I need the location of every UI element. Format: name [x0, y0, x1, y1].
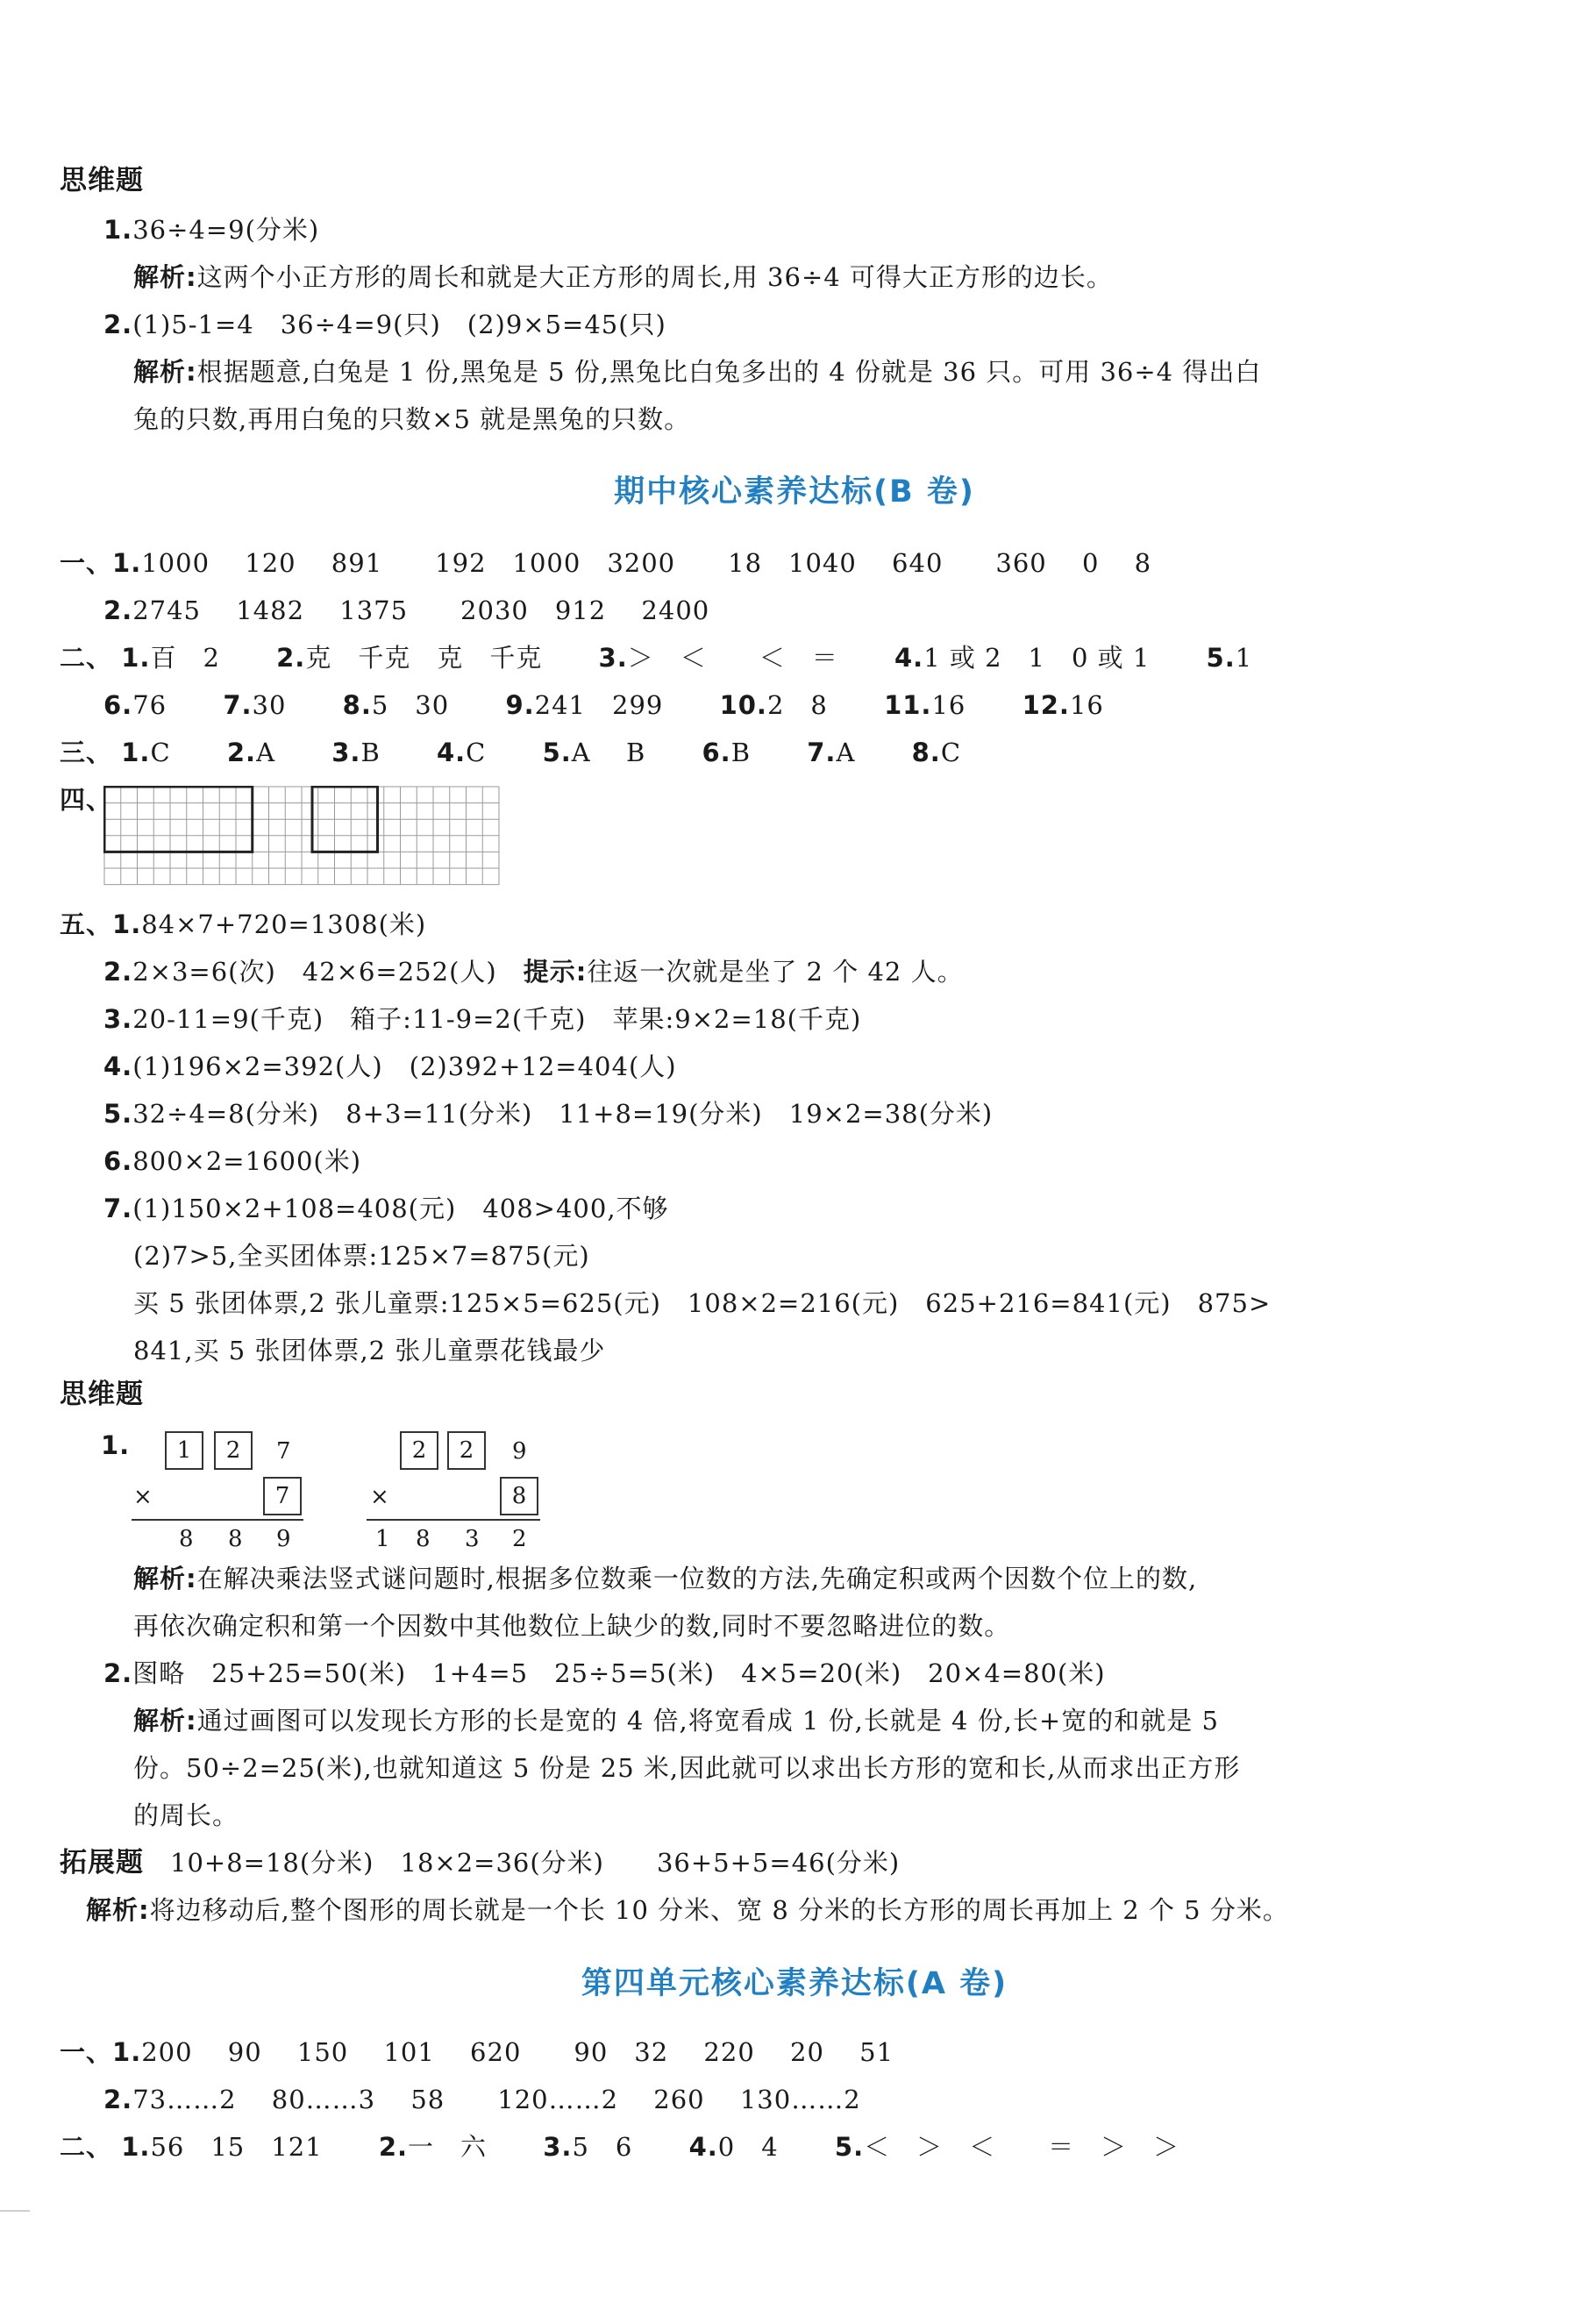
question-number: 4.: [103, 1052, 133, 1081]
answer-line: [103, 1049, 677, 1084]
digit: 7: [276, 1438, 291, 1465]
divider-line: [367, 1519, 540, 1521]
answer-text: C: [150, 738, 171, 767]
digit-box: 2: [400, 1431, 438, 1470]
section-title-midterm-b: 期中核心素养达标(B 卷): [614, 474, 975, 510]
question-number: 2.: [226, 738, 257, 767]
digit: 9: [512, 1438, 527, 1465]
question-number: 2.: [378, 2132, 409, 2162]
answer-line: [103, 1096, 993, 1131]
question-number: 8.: [342, 690, 372, 720]
explanation-line: 的周长。: [133, 1800, 239, 1830]
times-sign: ×: [370, 1484, 389, 1510]
answer-text: 241 299: [534, 690, 664, 720]
digit: 2: [512, 1526, 527, 1552]
digit: 8: [416, 1526, 431, 1552]
question-number: 6.: [702, 738, 731, 767]
answer-text: 2745 1482 1375 2030 912 2400: [132, 595, 710, 625]
explanation-line: [133, 1703, 1219, 1738]
answer-text: (1)196×2=392(人) (2)392+12=404(人): [132, 1052, 677, 1081]
part-mark-four: 四、: [60, 785, 113, 815]
answer-line: [60, 2035, 894, 2070]
question-number: 1.: [112, 2037, 142, 2067]
question-number: 3.: [331, 738, 361, 767]
answer-text: A B: [571, 738, 646, 767]
section-head-extension: 拓展题: [60, 1847, 144, 1878]
question-number: 2.: [103, 957, 133, 987]
answer-line: [103, 1656, 1106, 1691]
answer-text: C: [940, 738, 962, 767]
question-number: 5.: [834, 2132, 865, 2162]
question-number: 6.: [103, 1146, 133, 1176]
question-number: 4.: [688, 2132, 718, 2162]
answer-line: [60, 640, 1252, 675]
answer-text: 56 15 121: [150, 2132, 323, 2162]
answer-text: 0 4: [717, 2132, 779, 2162]
answer-line: [103, 2082, 861, 2117]
question-number: 3.: [598, 643, 628, 673]
part-mark: 一、: [60, 2037, 113, 2067]
question-number: 10.: [719, 690, 767, 720]
question-number: 2.: [103, 310, 133, 339]
explanation-text: 在解决乘法竖式谜问题时,根据多位数乘一位数的方法,先确定积或两个因数个位上的数,: [196, 1564, 1198, 1593]
explanation-label: 解析:: [133, 1564, 197, 1593]
answer-text: 36÷4=9(分米): [132, 215, 320, 245]
digit: 8: [228, 1526, 243, 1552]
part-mark: 三、: [60, 738, 113, 767]
explanation-line: [133, 354, 1261, 389]
grid-lines: [104, 787, 499, 885]
section-head-thinking: 思维题: [60, 1379, 144, 1410]
question-number: 4.: [894, 643, 924, 673]
explanation-text: 通过画图可以发现长方形的长是宽的 4 倍,将宽看成 1 份,长就是 4 份,长+宽的和就是 5: [196, 1706, 1219, 1736]
answer-text: 2 8: [766, 690, 828, 720]
explanation-text: 这两个小正方形的周长和就是大正方形的周长,用 36÷4 可得大正方形的边长。: [196, 262, 1113, 292]
question-number: 7.: [103, 1194, 133, 1223]
answer-text: 76: [132, 690, 167, 720]
hint-text: 往返一次就是坐了 2 个 42 人。: [587, 957, 964, 987]
answer-line: (2)7>5,全买团体票:125×7=875(元): [133, 1241, 590, 1271]
answer-line: [103, 1002, 861, 1037]
answer-line: [103, 593, 709, 628]
answer-text: 84×7+720=1308(米): [141, 909, 427, 939]
question-number: 1.: [121, 2132, 151, 2162]
answer-text: A: [836, 738, 856, 767]
explanation-line: [133, 1561, 1197, 1596]
question-number: 2.: [276, 643, 306, 673]
question-number: 11.: [884, 690, 932, 720]
answer-text: A: [256, 738, 276, 767]
question-number: 2.: [103, 1658, 133, 1688]
answer-text: 73……2 80……3 58 120……2 260 130……2: [132, 2085, 861, 2114]
digit: 1: [375, 1526, 390, 1552]
answer-line: [103, 212, 319, 247]
answer-text: 一 六: [408, 2132, 488, 2162]
explanation-line: 份。50÷2=25(米),也就知道这 5 份是 25 米,因此就可以求出长方形的宽和长,从而求出正方形: [133, 1753, 1241, 1783]
answer-line: [60, 907, 426, 942]
explanation-text: 根据题意,白兔是 1 份,黑兔是 5 份,黑兔比白兔多出的 4 份就是 36 只。可用 36÷4 得出白: [196, 357, 1262, 387]
answer-line: [103, 688, 1104, 723]
answer-text: 1 或 2 1 0 或 1: [923, 643, 1151, 673]
digit: 8: [179, 1526, 194, 1552]
explanation-label: 解析:: [133, 262, 197, 292]
answer-text: 2×3=6(次) 42×6=252(人): [132, 957, 497, 987]
question-number: 5.: [542, 738, 572, 767]
answer-text: 20-11=9(千克) 箱子:11-9=2(千克) 苹果:9×2=18(千克): [132, 1004, 862, 1034]
answer-text: (1)5-1=4 36÷4=9(只) (2)9×5=45(只): [132, 310, 666, 339]
digit: 3: [465, 1526, 480, 1552]
answer-text: 32÷4=8(分米) 8+3=11(分米) 11+8=19(分米) 19×2=38(分米): [132, 1099, 994, 1129]
question-number: 1.: [103, 215, 133, 245]
answer-text: B: [360, 738, 381, 767]
explanation-text: 将边移动后,整个图形的周长就是一个长 10 分米、宽 8 分米的长方形的周长再加上 2 个 5 分米。: [149, 1895, 1289, 1925]
answer-text: 16: [1069, 690, 1104, 720]
times-sign: ×: [133, 1484, 153, 1510]
answer-text: 200 90 150 101 620 90 32 220 20 51: [141, 2037, 894, 2067]
question-number: 2.: [103, 2085, 133, 2114]
answer-text: 图略 25+25=50(米) 1+4=5 25÷5=5(米) 4×5=20(米) 20×4=80(米): [132, 1658, 1106, 1688]
part-mark: 二、: [60, 2132, 113, 2162]
question-number: 1.: [101, 1430, 131, 1460]
part-mark: 一、: [60, 548, 113, 578]
explanation-label: 解析:: [133, 1706, 197, 1736]
answer-text: ＜ ＞ ＜ ＝ ＞ ＞: [864, 2132, 1180, 2162]
answer-text: C: [466, 738, 487, 767]
digit: 9: [276, 1526, 291, 1552]
answer-text: 百 2: [150, 643, 220, 673]
explanation-label: 解析:: [86, 1895, 150, 1925]
hint-label: 提示:: [523, 957, 588, 987]
question-number: 3.: [543, 2132, 573, 2162]
section-head-thinking: 思维题: [60, 165, 144, 196]
answer-line: [60, 2129, 1179, 2164]
answer-line: 买 5 张团体票,2 张儿童票:125×5=625(元) 108×2=216(元) 625+216=841(元) 875>: [133, 1288, 1272, 1318]
question-number: 1.: [112, 548, 142, 578]
answer-line: [60, 545, 1151, 581]
section-title-unit4-a: 第四单元核心素养达标(A 卷): [581, 1966, 1008, 2001]
question-number: 7.: [807, 738, 837, 767]
answer-text: 5 6: [572, 2132, 633, 2162]
digit-box: 8: [500, 1477, 538, 1515]
digit-box: 7: [263, 1477, 302, 1515]
question-number: 5.: [103, 1099, 133, 1129]
divider-line: [132, 1519, 303, 1521]
answer-text: 16: [931, 690, 966, 720]
question-number: 9.: [505, 690, 535, 720]
question-number: 1.: [121, 643, 151, 673]
answer-text: 800×2=1600(米): [132, 1146, 362, 1176]
answer-text: 5 30: [371, 690, 450, 720]
answer-line: [60, 1845, 900, 1880]
explanation-line: [133, 260, 1113, 295]
question-number: 7.: [223, 690, 253, 720]
answer-line: [103, 1191, 669, 1226]
digit-box: 2: [214, 1431, 253, 1470]
answer-text: ＞ ＜ ＜ ＝: [627, 643, 838, 673]
answer-text: 克 千克 克 千克: [305, 643, 543, 673]
explanation-line: [86, 1893, 1289, 1928]
answer-text: B: [730, 738, 752, 767]
question-number: 8.: [911, 738, 941, 767]
answer-line: 841,买 5 张团体票,2 张儿童票花钱最少: [133, 1336, 606, 1365]
answer-text: (1)150×2+108=408(元) 408>400,不够: [132, 1194, 669, 1223]
answer-text: 10+8=18(分米) 18×2=36(分米) 36+5+5=46(分米): [170, 1848, 901, 1878]
grid-figure: [103, 786, 500, 891]
question-number: 6.: [103, 690, 133, 720]
explanation-label: 解析:: [133, 357, 197, 387]
answer-text: 1: [1235, 643, 1253, 673]
answer-line: [60, 735, 961, 770]
digit-box: 2: [447, 1431, 486, 1470]
question-number: 1.: [121, 738, 151, 767]
digit-box: 1: [165, 1431, 203, 1470]
answer-text: 30: [252, 690, 287, 720]
part-mark: 二、: [60, 643, 113, 673]
explanation-line: 兔的只数,再用白兔的只数×5 就是黑兔的只数。: [133, 404, 691, 434]
question-number: 12.: [1022, 690, 1070, 720]
question-number: 4.: [436, 738, 467, 767]
part-mark: 五、: [60, 909, 113, 939]
question-number: 5.: [1206, 643, 1236, 673]
answer-line: [103, 1144, 361, 1179]
answer-line: [103, 954, 964, 989]
explanation-line: 再依次确定积和第一个因数中其他数位上缺少的数,同时不要忽略进位的数。: [133, 1611, 1011, 1641]
answer-text: 1000 120 891 192 1000 3200 18 1040 640 360 0 8: [141, 548, 1152, 578]
question-number: 1.: [112, 909, 142, 939]
question-number: 2.: [103, 595, 133, 625]
question-number: 3.: [103, 1004, 133, 1034]
answer-line: [103, 307, 666, 342]
page-edge-mark: [0, 2210, 30, 2212]
